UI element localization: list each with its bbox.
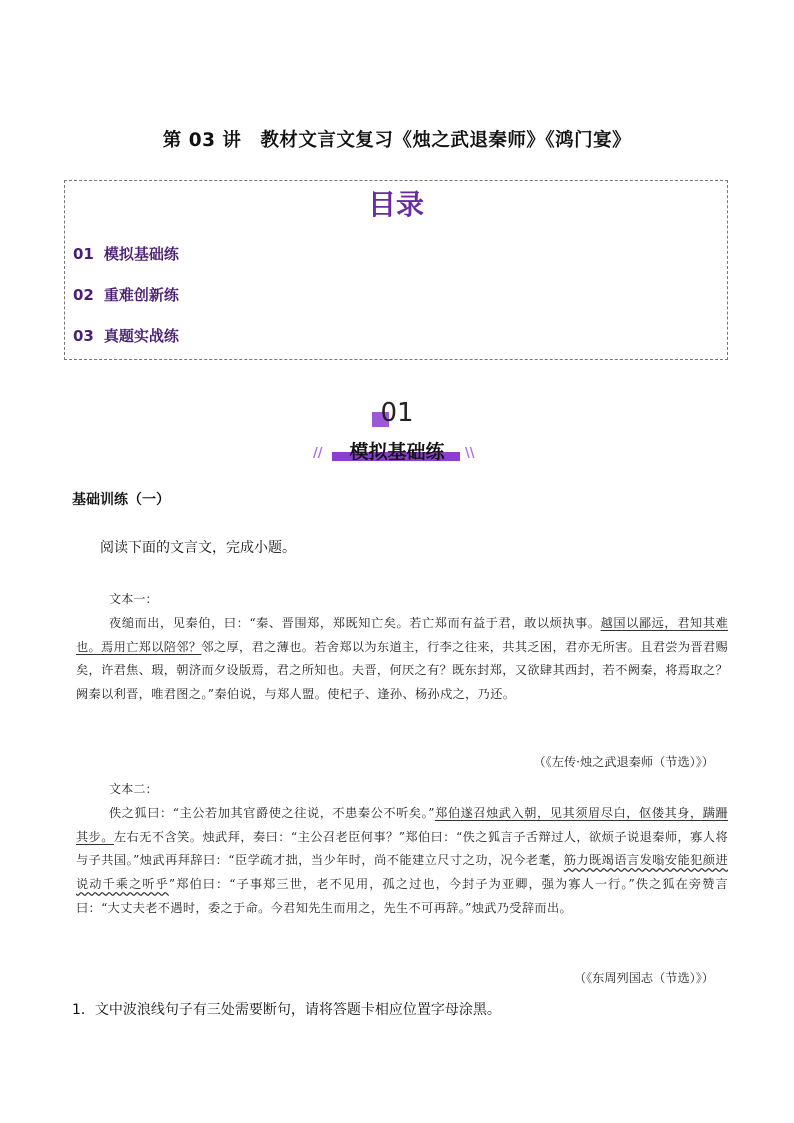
instruction: 阅读下面的文言文，完成小题。	[100, 540, 296, 556]
text2-wavy-sentence: 筋力既竭语言发嗡安能犯颜进说动千乘之听乎	[76, 853, 728, 892]
text1-underlined-sentence: 君知其难也。焉用亡郑以陪邻？	[76, 616, 728, 654]
toc-item-1[interactable]	[73, 243, 179, 264]
text2-segment: 左右无不含笑。烛武拜，奏曰：“主公召老臣何事？”郑伯曰：“佚之狐言子舌辩过人，欲烦子说退秦师，寡人将与子共国。”烛武再拜辞曰：“臣学疏才拙，当少年时，尚不能建立尺寸之功，况今老耄，	[76, 829, 728, 868]
text2-paragraph	[76, 802, 728, 921]
text2-source: （《东周列国志（节选）》）	[573, 971, 714, 985]
table-of-contents	[64, 180, 728, 360]
text2-segment: 佚之狐曰：“主公若加其官爵使之往说，不患秦公不听矣。”	[109, 806, 435, 820]
text2-underlined-sentence: 郑伯遂召烛武入朝，见其须眉尽白，伛偻其身，蹒跚其步。	[76, 806, 728, 844]
toc-item-label: 模拟基础练	[103, 245, 179, 263]
section-number: 01	[380, 398, 414, 428]
question-1: 1．文中波浪线句子有三处需要断句，请将答题卡相应位置字母涂黑。	[72, 1002, 501, 1018]
text1-source: （《左传·烛之武退秦师（节选）》）	[533, 755, 714, 769]
toc-item-number: 03	[73, 327, 94, 345]
banner-right-slash-decoration: \\	[465, 446, 475, 461]
banner-left-slash-decoration: //	[313, 446, 323, 461]
toc-item-number: 02	[73, 286, 94, 304]
text2-label: 文本二：	[109, 782, 158, 796]
section-banner-title: 模拟基础练	[349, 441, 445, 463]
text2-segment: ”郑伯曰：“子事郑三世，老不见用，孤之过也，今封子为亚卿，强为寡人一行。”佚之狐在旁赞言曰：“大丈夫老不遇时，委之于命。今君知先生而用之，先生不可再辞。”烛武乃受辞而出。	[76, 877, 728, 915]
text1-underlined-sentence: 越国以鄙远，	[600, 616, 678, 630]
text1-segment: 夜缒而出，见秦伯，曰：“秦、晋围郑，郑既知亡矣。若亡郑而有益于君，敢以烦执事。	[109, 616, 601, 630]
subheading: 基础训练（一）	[72, 492, 170, 508]
text1-segment: 邻之厚，君之薄也。若舍郑以为东道主，行李之往来，共其乏困，君亦无所害。且君尝为晋君赐矣，许君焦、瑕，朝济而夕设版焉，君之所知也。夫晋，何厌之有？既东封郑，又欲肆其西封，若不阙秦，将焉取之？阙秦以利晋，唯君图之。”秦伯说，与郑人盟。使杞子、逢孙、杨孙戍之，乃还。	[76, 639, 729, 702]
toc-item-label: 真题实战练	[103, 327, 179, 345]
text1-label: 文本一：	[109, 592, 158, 606]
document-title: 第 03 讲 教材文言文复习《烛之武退秦师》《鸿门宴》	[162, 130, 632, 151]
toc-heading: 目录	[367, 188, 424, 221]
toc-item-label: 重难创新练	[103, 286, 179, 304]
toc-item-2[interactable]	[73, 284, 179, 305]
toc-item-number: 01	[73, 245, 94, 263]
toc-item-3[interactable]	[73, 325, 179, 346]
text1-paragraph	[76, 612, 728, 707]
